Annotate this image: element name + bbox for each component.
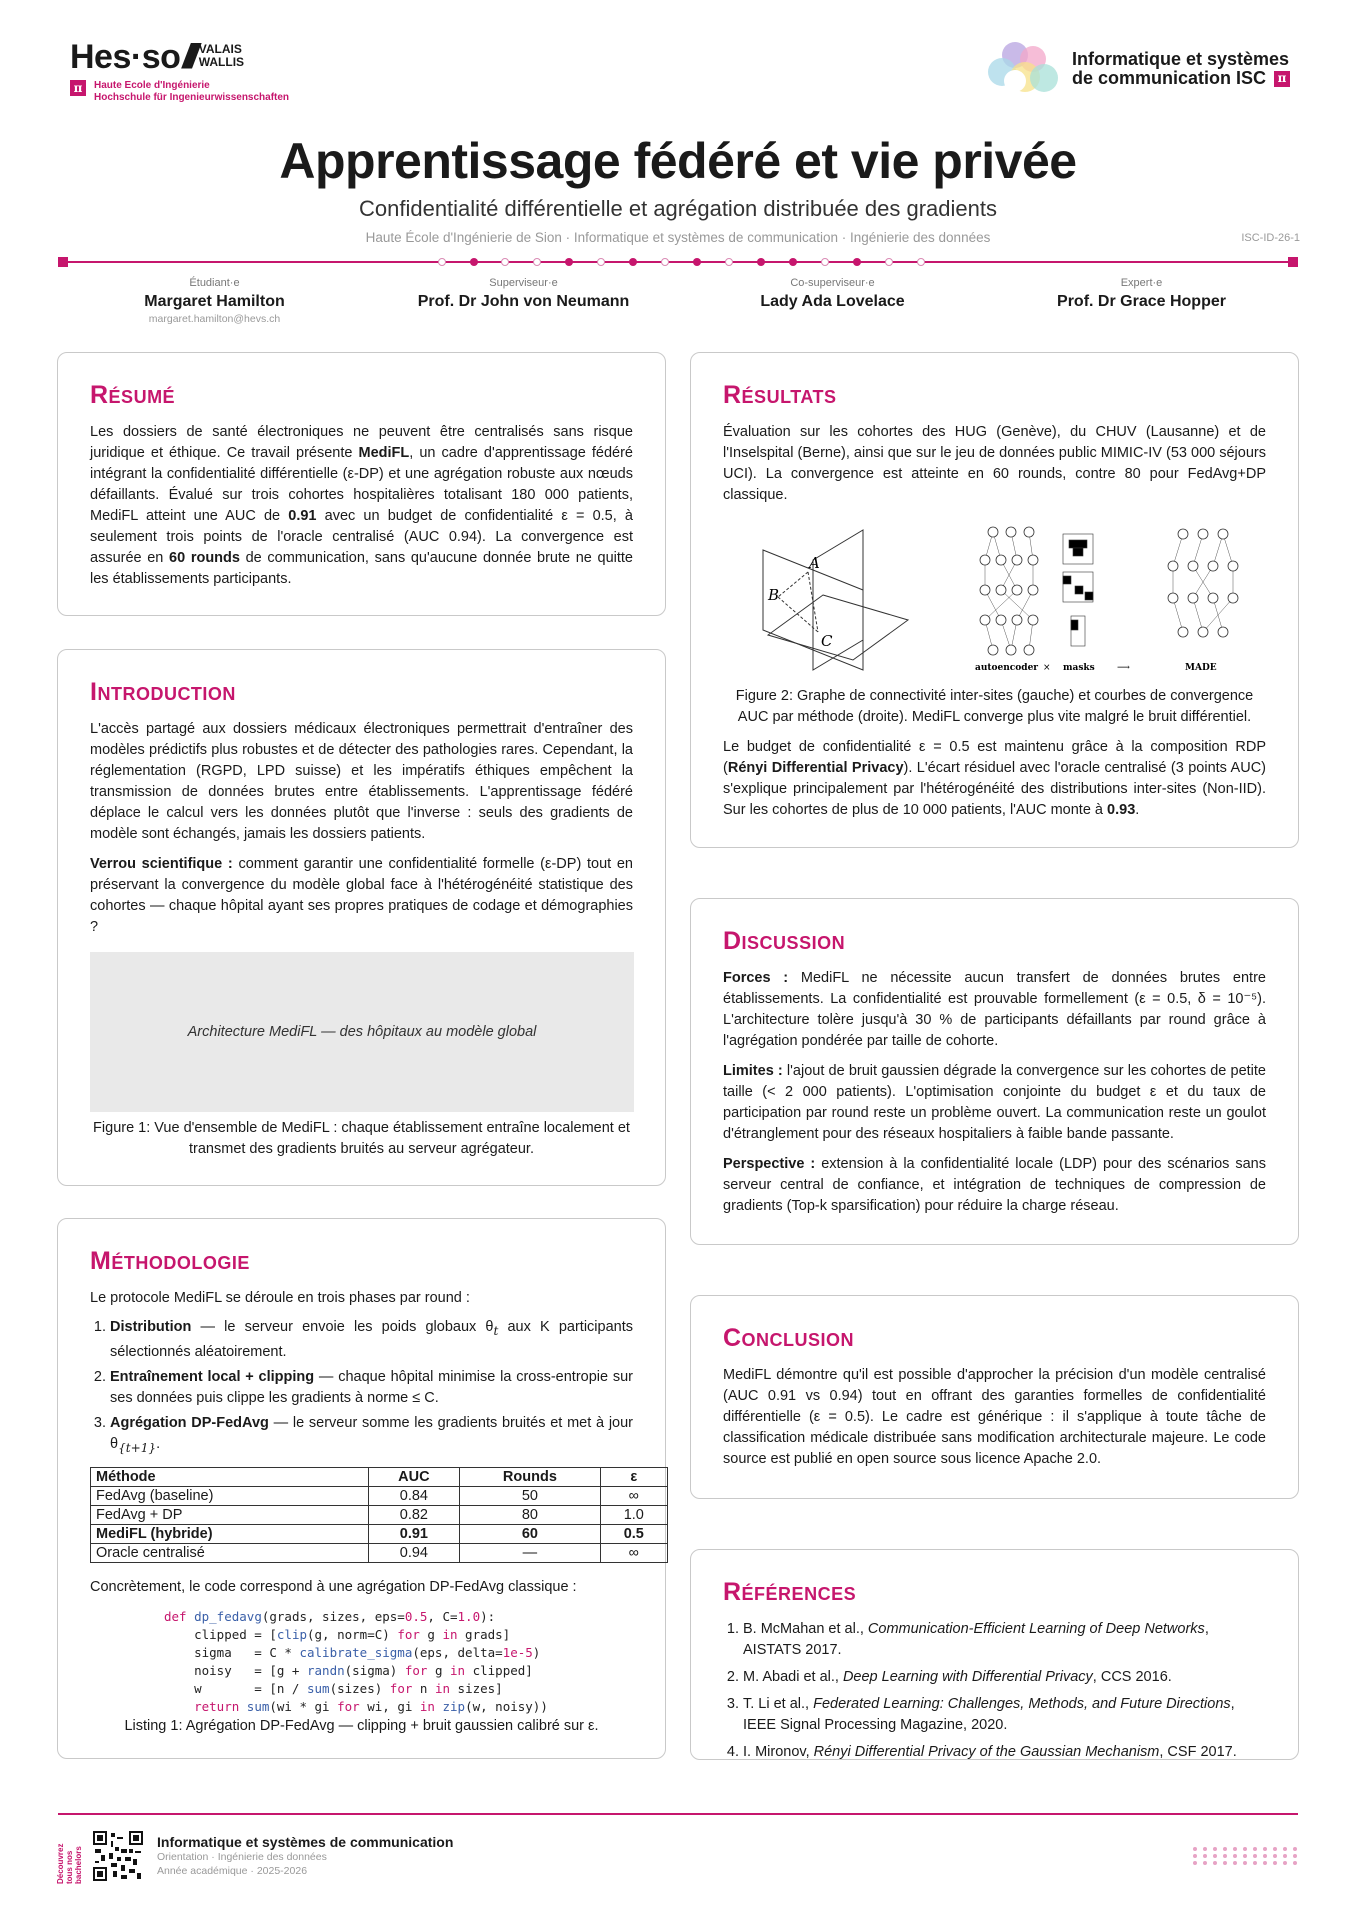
table-row: FedAvg (baseline) 0.84 50 ∞ bbox=[91, 1486, 668, 1505]
pi-icon: π bbox=[70, 80, 86, 96]
card-discussion bbox=[690, 898, 1299, 1245]
section-heading: Résumé bbox=[90, 381, 176, 409]
card-references bbox=[690, 1549, 1299, 1760]
connectivity-planes bbox=[763, 530, 908, 670]
hes-so-wordmark: Hes·so bbox=[70, 38, 181, 76]
made-network bbox=[1173, 534, 1233, 632]
figure-2-graphic bbox=[723, 520, 1267, 680]
school-line-1: Haute Ecole d'Ingénierie bbox=[94, 80, 210, 91]
list-item: 1. Distribution — le serveur envoie les poids globaux $\theta_t$ aux K participants sélectionnés aléatoirement. bbox=[110, 1317, 633, 1363]
hes-so-slashes: /// bbox=[182, 38, 193, 76]
figure-1-caption: Figure 1: Vue d'ensemble de MediFL : chaque établissement entraîne localement et transmet des gradients bruités au serveur agrégateur. bbox=[93, 1120, 630, 1157]
label-made: MADE bbox=[1185, 663, 1217, 673]
code-listing: def dp_fedavg(grads, sizes, eps=0.5, C=1.0): clipped = [clip(g, norm=C) for g in grads] sigma = C * calibrate_sigma(eps, delta=1e-5) noisy = [g + randn(sigma) for g in clipped] w = [n / sum(sizes) for n in sizes] return sum(wi * gi for wi, gi in zip(w, noisy)) bbox=[164, 1608, 548, 1714]
intro-lock: Verrou scientifique : comment garantir une confidentialité formelle (ε-DP) tout en préservant la convergence du modèle global face à l'hétérogénéité statistique des cohortes — chaque hôpital ayant ses propres pratiques de codage et démographies ? bbox=[90, 856, 633, 935]
card-resultats bbox=[690, 352, 1299, 848]
mask-matrices bbox=[1063, 534, 1093, 646]
card-resume bbox=[57, 352, 666, 616]
listing-caption: Listing 1: Agrégation DP-FedAvg — clipping + bruit gaussien calibré sur ε. bbox=[124, 1717, 599, 1734]
reference-list bbox=[743, 1619, 1266, 1763]
footer-orientation: Orientation · Ingénierie des données bbox=[157, 1851, 327, 1863]
isc-line-1: Informatique et systèmes bbox=[1071, 49, 1290, 69]
isc-bubbles-icon bbox=[980, 42, 1062, 96]
label-arrow: ⟶ bbox=[1117, 663, 1130, 673]
figure-2-caption: Figure 2: Graphe de connectivité inter-sites (gauche) et courbes de convergence AUC par méthode (droite). MediFL converge plus vite malgré le bruit différentiel. bbox=[735, 688, 1254, 725]
card-introduction bbox=[57, 649, 666, 1186]
section-heading: Conclusion bbox=[723, 1324, 855, 1352]
section-heading: Discussion bbox=[723, 927, 846, 955]
school-line-2: Hochschule für Ingenieurwissenschaften bbox=[94, 92, 290, 103]
reference-item: 4. I. Mironov, Rényi Differential Privacy of the Gaussian Mechanism, CSF 2017. bbox=[743, 1742, 1266, 1763]
student-email[interactable]: margaret.hamilton@hevs.ch bbox=[148, 313, 281, 325]
isc-line-2: de communication ISC bbox=[1071, 68, 1266, 88]
label-masks: masks bbox=[1063, 663, 1095, 673]
people-row bbox=[60, 277, 1296, 325]
conclusion-text: MediFL démontre qu'il est possible d'approcher la précision d'un modèle centralisé (AUC 0.91 vs 0.94) tout en offrant des garanties formelles de confidentialité différentielle (ε = 0.5). Le cadre est générique : il s'applique à toute tâche de classification médicale distribuée sans modification architecturale majeure. Le code source est publié en open source sous licence Apache 2.0. bbox=[723, 1367, 1266, 1467]
reference-item: 1. B. McMahan et al., Communication-Efficient Learning of Deep Networks, AISTATS 2017. bbox=[743, 1619, 1266, 1661]
autoencoder-network bbox=[985, 532, 1033, 650]
reference-item: 3. T. Li et al., Federated Learning: Challenges, Methods, and Future Directions, IEEE Signal Processing Magazine, 2020. bbox=[743, 1694, 1266, 1736]
code-intro: Concrètement, le code correspond à une agrégation DP-FedAvg classique : bbox=[90, 1578, 577, 1595]
pi-icon: π bbox=[1274, 71, 1290, 87]
label-times: × bbox=[1043, 663, 1051, 673]
footer bbox=[56, 1826, 1300, 1886]
table-header-row: Méthode AUC Rounds ε bbox=[91, 1467, 668, 1486]
resume-text: Les dossiers de santé électroniques ne peuvent être centralisés sans risque juridique et éthique. Ce travail présente MediFL, un cadre d'apprentissage fédéré intégrant la confidentialité différentielle (ε-DP) et une agrégation robuste aux nœuds défaillants. Évalué sur trois cohortes hospitalières totalisant 180 000 patients, MediFL atteint une AUC de 0.91 avec un budget de confidentialité ε = 0.5, à seulement trois points de l'oracle centralisé (AUC 0.94). La convergence est assurée en 60 rounds de communication, sans qu'aucune donnée brute ne quitte les établissements participants. bbox=[90, 424, 633, 587]
results-table bbox=[90, 1467, 668, 1563]
section-heading: Références bbox=[723, 1578, 857, 1606]
hes-so-region: VALAIS WALLIS bbox=[198, 42, 245, 69]
person-expert: Expert·e Prof. Dr Grace Hopper bbox=[1057, 277, 1226, 310]
discussion-limites: Limites : l'ajout de bruit gaussien dégrade la convergence sur les cohortes de petite taille (< 2 000 patients). L'optimisation conjointe du budget ε et du taux de participation par round reste un problème ouvert. La communication reste un goulot d'étranglement pour des réseaux hospitaliers à faible bande passante. bbox=[723, 1063, 1266, 1142]
hes-so-logo bbox=[70, 38, 300, 108]
person-student: Étudiant·e Margaret Hamilton margaret.hamilton@hevs.ch bbox=[60, 277, 369, 325]
intro-paragraph: L'accès partagé aux dossiers médicaux électroniques permettrait d'entraîner des modèles prédictifs plus robustes et de détecter des pathologies rares. Cependant, la réglementation (RGPD, LPD suisse) et les impératifs éthiques empêchent la transmission de données brutes entre établissements. L'apprentissage fédéré déplace le calcul vers les données plutôt que l'inverse : seuls des gradients de modèle sont échangés, jamais les dossiers patients. bbox=[90, 721, 633, 842]
poster-title: Apprentissage fédéré et vie privée bbox=[279, 133, 1077, 189]
results-paragraph: Évaluation sur les cohortes des HUG (Genève), du CHUV (Lausanne) et de l'Inselspital (Berne), ainsi que sur le jeu de données public MIMIC-IV (53 000 séjours UCI). La convergence est atteinte en 60 rounds, contre 80 pour FedAvg+DP classique. bbox=[723, 424, 1266, 503]
label-a: A bbox=[809, 554, 820, 572]
isc-logo bbox=[980, 42, 1290, 96]
document-id: ISC-ID-26-1 bbox=[1241, 232, 1300, 244]
table-row: FedAvg + DP 0.82 80 1.0 bbox=[91, 1505, 668, 1524]
table-row: Oracle centralisé 0.94 — ∞ bbox=[91, 1543, 668, 1562]
footer-year: Année académique · 2025-2026 bbox=[157, 1865, 308, 1877]
list-item: 2. Entraînement local + clipping — chaque hôpital minimise la cross-entropie sur ses données puis clippe les gradients à norme ≤ C. bbox=[110, 1367, 633, 1409]
list-item: 3. Agrégation DP-FedAvg — le serveur somme les gradients bruités et met à jour $\theta_{\{t+1\}}$. bbox=[110, 1413, 633, 1459]
footer-title: Informatique et systèmes de communication bbox=[157, 1834, 454, 1850]
results-paragraph-2: Le budget de confidentialité ε = 0.5 est maintenu grâce à la composition RDP (Rényi Differential Privacy). L'écart résiduel avec l'oracle centralisé (3 points AUC) s'explique principalement par l'hétérogénéité des distributions inter-sites (Non-IID). Sur les cohortes de plus de 10 000 patients, l'AUC monte à 0.93. bbox=[723, 739, 1266, 818]
label-autoencoder: autoencoder bbox=[975, 663, 1039, 673]
discussion-perspective: Perspective : extension à la confidentialité locale (LDP) pour des scénarios sans serveur central de confiance, et intégration de techniques de compression de gradients (Top-k sparsification) pour réduire la charge réseau. bbox=[723, 1156, 1266, 1214]
card-methodologie bbox=[57, 1218, 666, 1759]
discussion-forces: Forces : MediFL ne nécessite aucun transfert de données brutes entre établissements. La confidentialité est prouvable formellement (ε = 0.5, δ = 10⁻⁵). L'architecture tolère jusqu'à 30 % de participants défaillants par round grâce à l'agrégation pondérée par taille de cohorte. bbox=[723, 970, 1266, 1049]
school-name bbox=[70, 80, 289, 104]
reference-item: 2. M. Abadi et al., Deep Learning with Differential Privacy, CCS 2016. bbox=[743, 1667, 1266, 1688]
section-heading: Introduction bbox=[90, 678, 236, 706]
figure-1-placeholder: Architecture MediFL — des hôpitaux au modèle global bbox=[90, 952, 634, 1112]
section-heading: Méthodologie bbox=[90, 1247, 250, 1275]
table-row: MediFL (hybride) 0.91 60 0.5 bbox=[91, 1524, 668, 1543]
timeline-divider bbox=[58, 255, 1298, 269]
qr-code-icon[interactable] bbox=[93, 1831, 143, 1881]
poster-subtitle: Confidentialité différentielle et agrégation distribuée des gradients bbox=[358, 196, 997, 221]
affiliation: Haute École d'Ingénierie de Sion · Informatique et systèmes de communication · Ingénierie des données bbox=[365, 230, 991, 245]
method-intro: Le protocole MediFL se déroule en trois phases par round : bbox=[90, 1290, 470, 1306]
person-supervisor: Superviseur·e Prof. Dr John von Neumann bbox=[417, 277, 630, 310]
label-c: C bbox=[821, 632, 833, 650]
footer-divider bbox=[58, 1813, 1298, 1815]
person-co-supervisor: Co-superviseur·e Lady Ada Lovelace bbox=[760, 277, 905, 310]
card-conclusion bbox=[690, 1295, 1299, 1499]
footer-vertical-text: Découvrez tous nos bachelors bbox=[56, 1843, 83, 1884]
label-b: B bbox=[768, 586, 780, 604]
decorative-dots bbox=[1190, 1844, 1300, 1868]
method-steps bbox=[110, 1317, 633, 1459]
section-heading: Résultats bbox=[723, 381, 837, 409]
